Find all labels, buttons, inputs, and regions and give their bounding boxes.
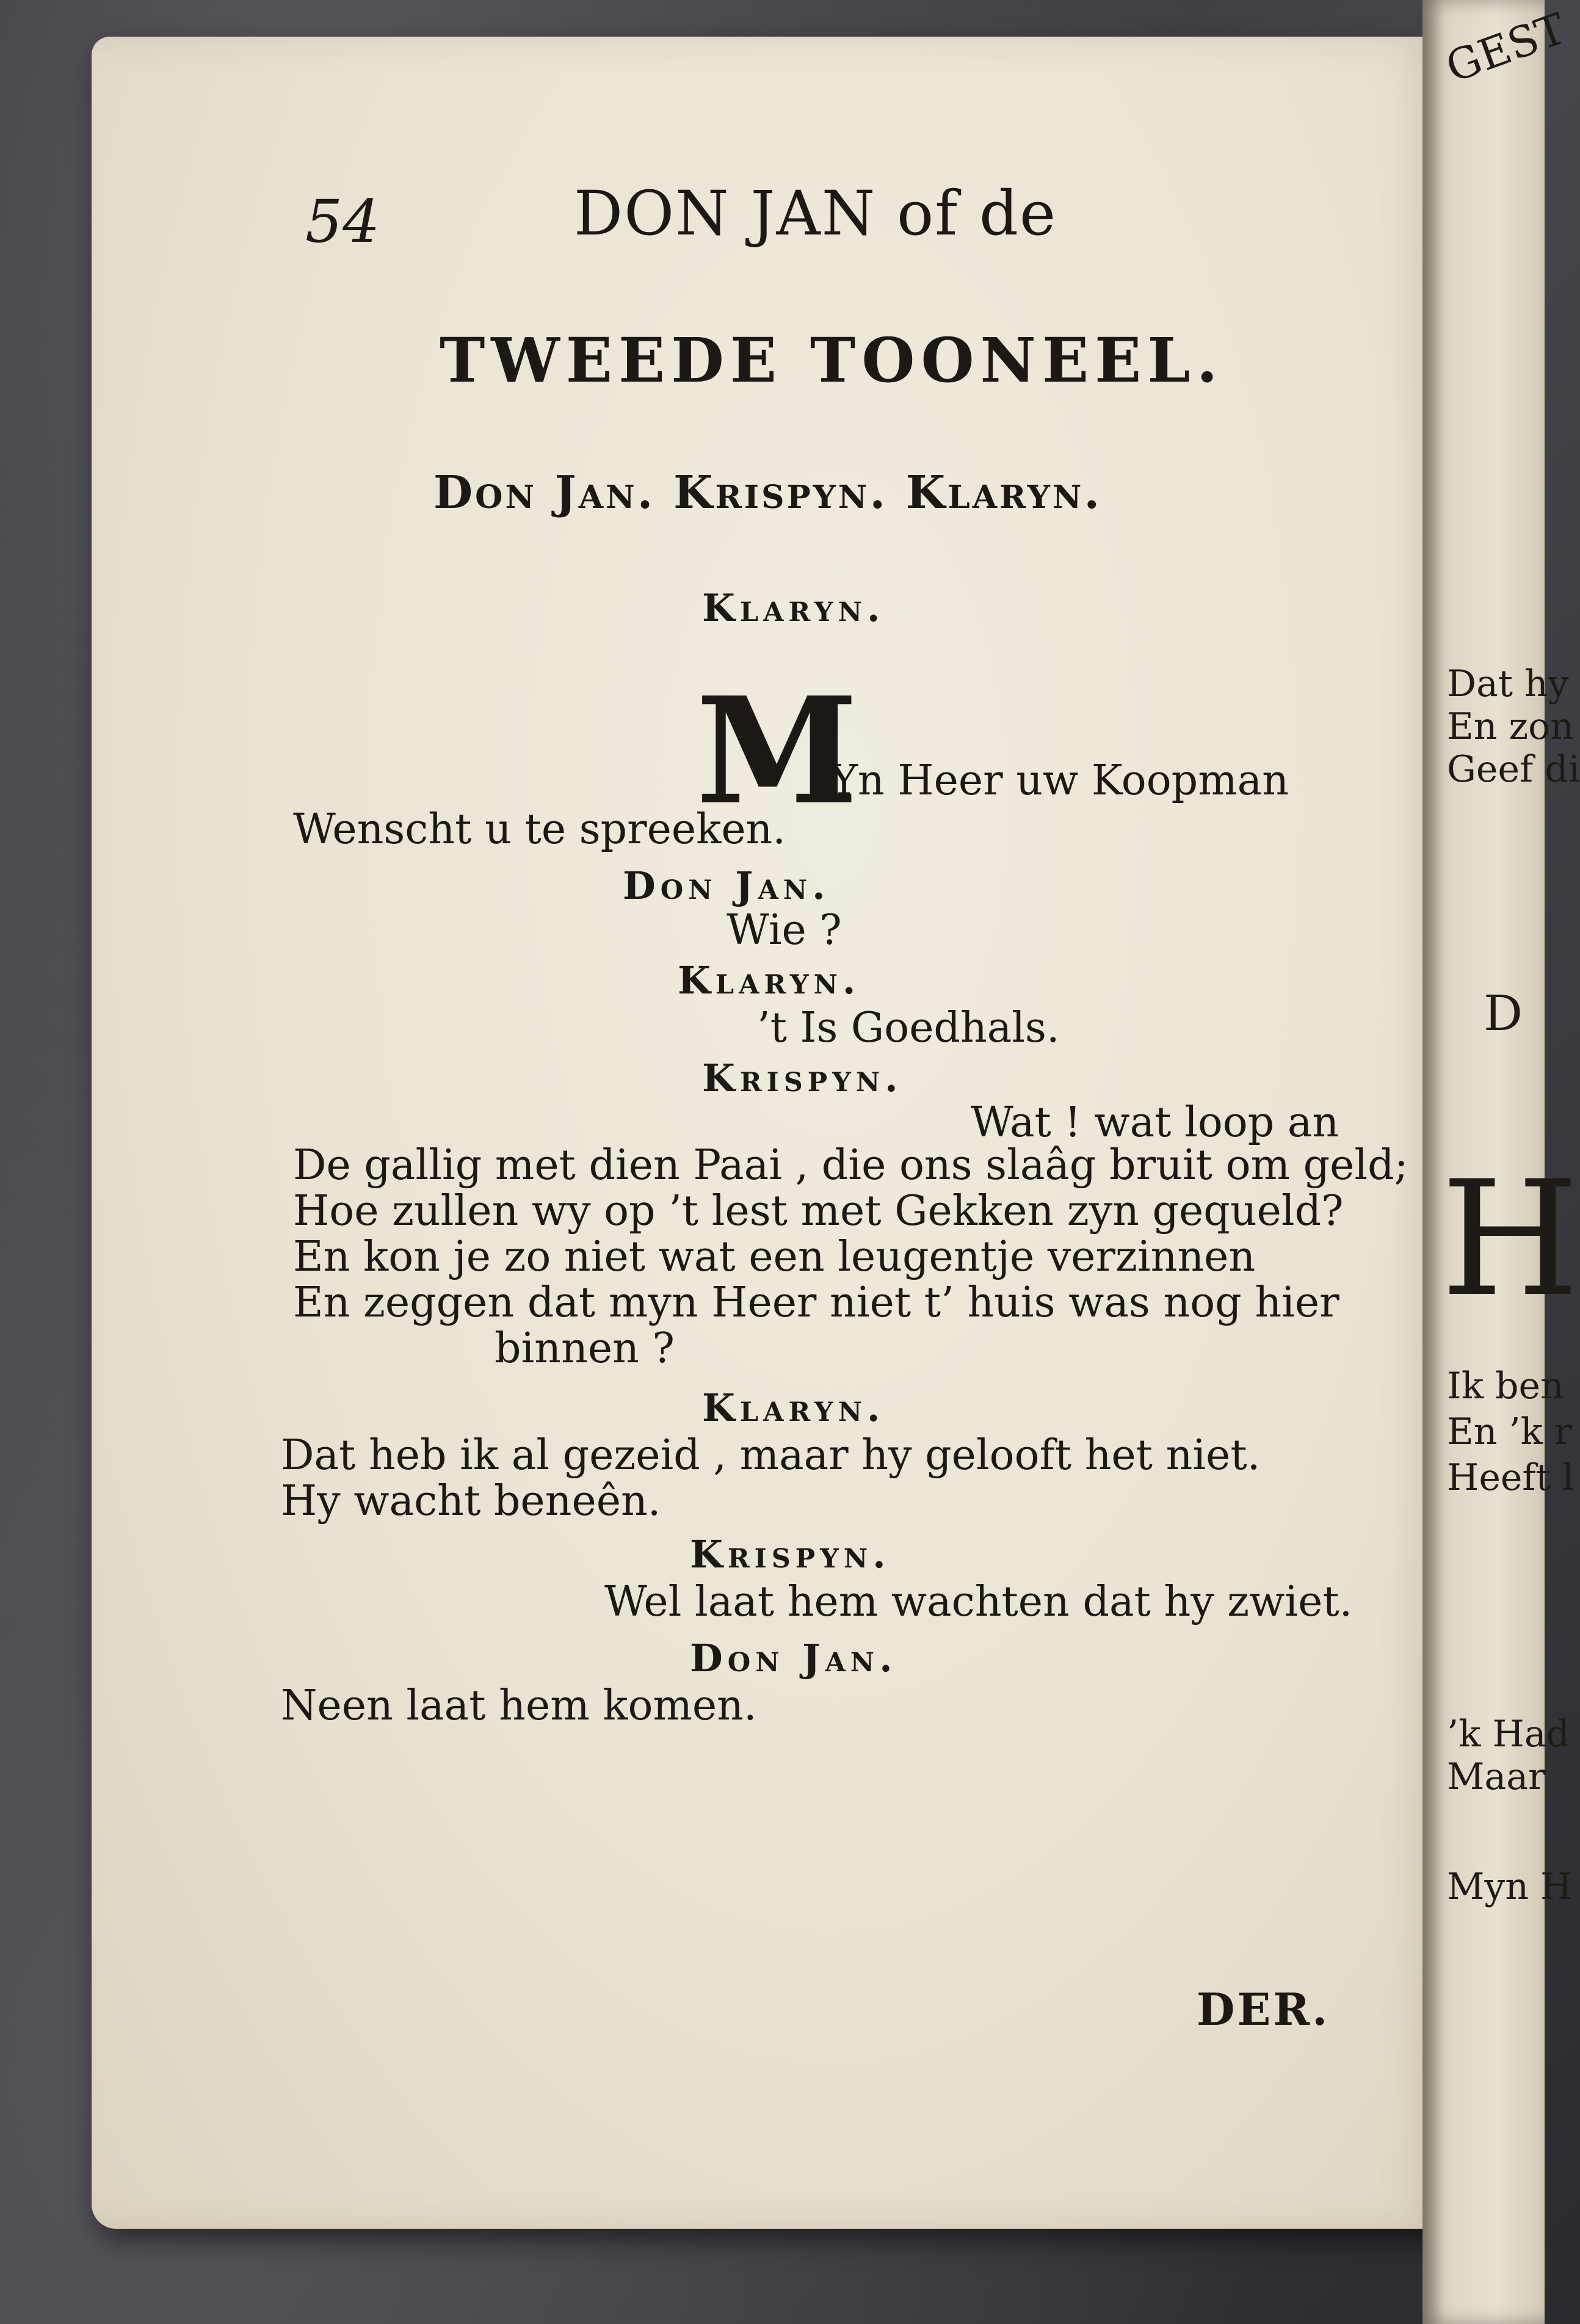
verse-line: De gallig met dien Paai , die ons slaâg bruit om geld;	[293, 1141, 1408, 1189]
book-page-left	[92, 37, 1441, 2229]
speaker-heading: Krispyn.	[702, 1056, 903, 1100]
speaker-heading: Klaryn.	[702, 1385, 885, 1430]
book-page-right-edge	[1422, 0, 1580, 2324]
verse-line: Neen laat hem komen.	[281, 1682, 757, 1730]
next-page-header-fragment: GEST	[1439, 3, 1573, 93]
verse-line: Wie ?	[727, 906, 842, 954]
next-page-line: Myn H	[1447, 1865, 1573, 1908]
verse-line: Dat heb ik al gezeid , maar hy gelooft het niet.	[281, 1431, 1261, 1480]
verse-line: Wenscht u te spreeken.	[293, 805, 786, 854]
page-number: 54	[305, 187, 380, 256]
next-page-line: Heeft l	[1447, 1456, 1574, 1499]
next-page-line: En zon	[1447, 705, 1574, 748]
next-page-line: Dat hy	[1447, 663, 1569, 705]
next-page-line: Geef di	[1447, 748, 1580, 791]
speaker-heading: Klaryn.	[678, 958, 861, 1003]
verse-line: binnen ?	[495, 1324, 675, 1373]
verse-line: Yn Heer uw Koopman	[830, 757, 1289, 805]
verse-line: Hy wacht beneên.	[281, 1477, 661, 1525]
cast-list: Don Jan. Krispyn. Klaryn.	[433, 467, 1103, 519]
verse-line: En kon je zo niet wat een leugentje verzinnen	[293, 1233, 1256, 1281]
speaker-heading: Klaryn.	[702, 586, 885, 630]
verse-line: Wat ! wat loop an	[971, 1098, 1339, 1147]
next-page-line: En ’k r	[1447, 1411, 1572, 1453]
next-page-line: Ik ben	[1447, 1365, 1564, 1407]
next-page-line: Maar	[1447, 1756, 1546, 1798]
speaker-heading: Krispyn.	[690, 1532, 891, 1577]
running-head: DON JAN of de	[574, 178, 1057, 249]
scene-title: TWEEDE TOONEEL.	[440, 324, 1224, 396]
verse-line: Wel laat hem wachten dat hy zwiet.	[604, 1578, 1353, 1626]
drop-cap: M	[696, 665, 858, 837]
verse-line: Hoe zullen wy op ’t lest met Gekken zyn gequeld?	[293, 1187, 1344, 1235]
next-page-drop-cap: H	[1441, 1147, 1579, 1332]
verse-line: En zeggen dat myn Heer niet t’ huis was nog hier	[293, 1279, 1339, 1327]
next-page-initial: D	[1484, 985, 1523, 1042]
catchword: DER.	[1197, 1983, 1330, 2035]
speaker-heading: Don Jan.	[690, 1636, 897, 1680]
verse-line: ’t Is Goedhals.	[757, 1004, 1060, 1052]
next-page-line: ’k Had	[1447, 1713, 1570, 1756]
speaker-heading: Don Jan.	[623, 863, 830, 908]
